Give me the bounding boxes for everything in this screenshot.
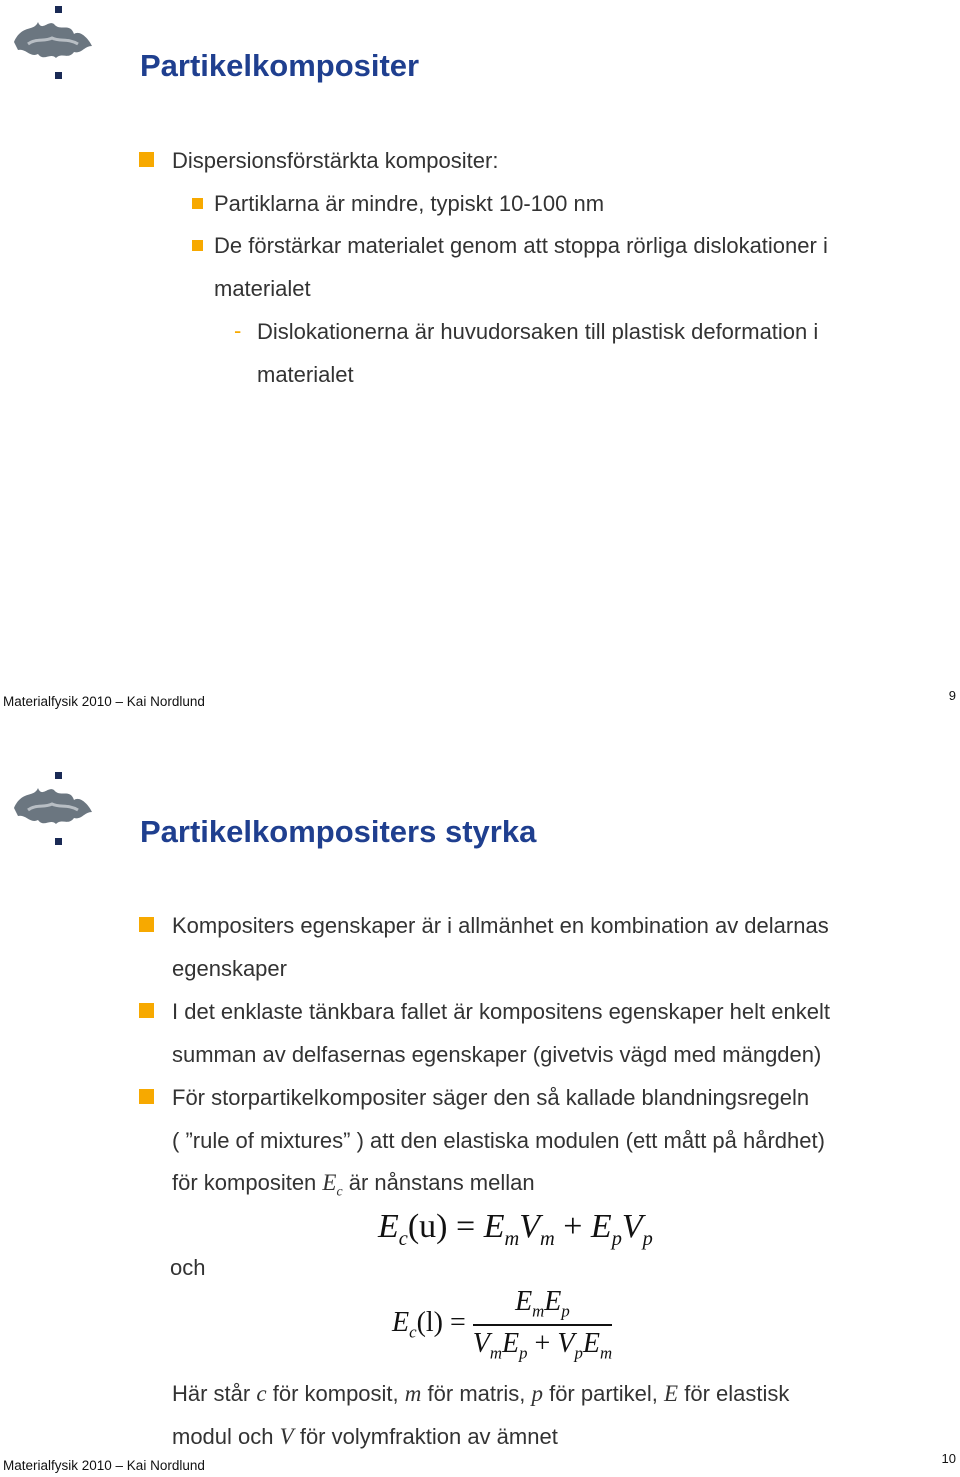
bullet-text-cont (172, 1161, 535, 1213)
sub-bullet-text: De förstärkar materialet genom att stoppa rörliga dislokationer i (214, 233, 828, 258)
slide-10 (0, 738, 960, 1477)
och-label: och (170, 1255, 206, 1280)
footer: Materialfysik 2010 – Kai Nordlund (3, 1458, 205, 1473)
page-number: 9 (948, 688, 956, 703)
text-fragment: för kompositen (172, 1170, 317, 1195)
university-logo-icon (8, 768, 98, 848)
legend-text: Här står c för komposit, m för matris, p för partikel, E för elastisk (172, 1381, 790, 1406)
slide-title: Partikelkompositers styrka (140, 814, 537, 849)
sub-bullet-text: Partiklarna är mindre, typiskt 10-100 nm (214, 191, 605, 216)
formula-lower-bound: $E_c(l)$ = $\frac{E_mE_p}{V_mE_p + V_pE_m}$ (392, 1286, 613, 1363)
text-fragment: är nånstans mellan (348, 1170, 535, 1195)
subsub-bullet-text-cont: materialet (257, 362, 354, 387)
bullet-text: Dispersionsförstärkta kompositer: (172, 148, 499, 173)
slide-9 (0, 0, 960, 738)
variable-E: $E_c$ (322, 1170, 343, 1199)
bullet-text: Kompositers egenskaper är i allmänhet en kombination av delarnas (172, 913, 829, 938)
bullet-text-cont: ( ”rule of mixtures” ) att den elastiska modulen (ett mått på hårdhet) (172, 1128, 825, 1153)
sub-bullet-marker (192, 198, 203, 209)
legend-text-cont: modul och V för volymfraktion av ämnet (172, 1424, 558, 1449)
bullet-marker (139, 917, 154, 932)
bullet-text: För storpartikelkompositer säger den så kallade blandningsregeln (172, 1085, 810, 1110)
dash-marker: - (234, 318, 242, 343)
university-logo-icon (8, 2, 98, 82)
bullet-text-cont: summan av delfasernas egenskaper (givetvis vägd med mängden) (172, 1042, 822, 1067)
bullet-text-cont: egenskaper (172, 956, 287, 981)
page-number: 10 (941, 1451, 956, 1466)
subsub-bullet-text: Dislokationerna är huvudorsaken till plastisk deformation i (257, 319, 819, 344)
sub-bullet-text-cont: materialet (214, 276, 311, 301)
bullet-marker (139, 152, 154, 167)
bullet-marker (139, 1003, 154, 1018)
formula-upper-bound: $E_c(u) = E_mV_m + E_pV_p$ (378, 1208, 653, 1250)
footer: Materialfysik 2010 – Kai Nordlund (3, 694, 205, 709)
sub-bullet-marker (192, 240, 203, 251)
bullet-marker (139, 1089, 154, 1104)
slide-title: Partikelkompositer (140, 48, 420, 83)
bullet-text: I det enklaste tänkbara fallet är kompositens egenskaper helt enkelt (172, 999, 830, 1024)
fraction: $\frac{E_mE_p}{V_mE_p + V_pE_m}$ (472, 1286, 613, 1363)
